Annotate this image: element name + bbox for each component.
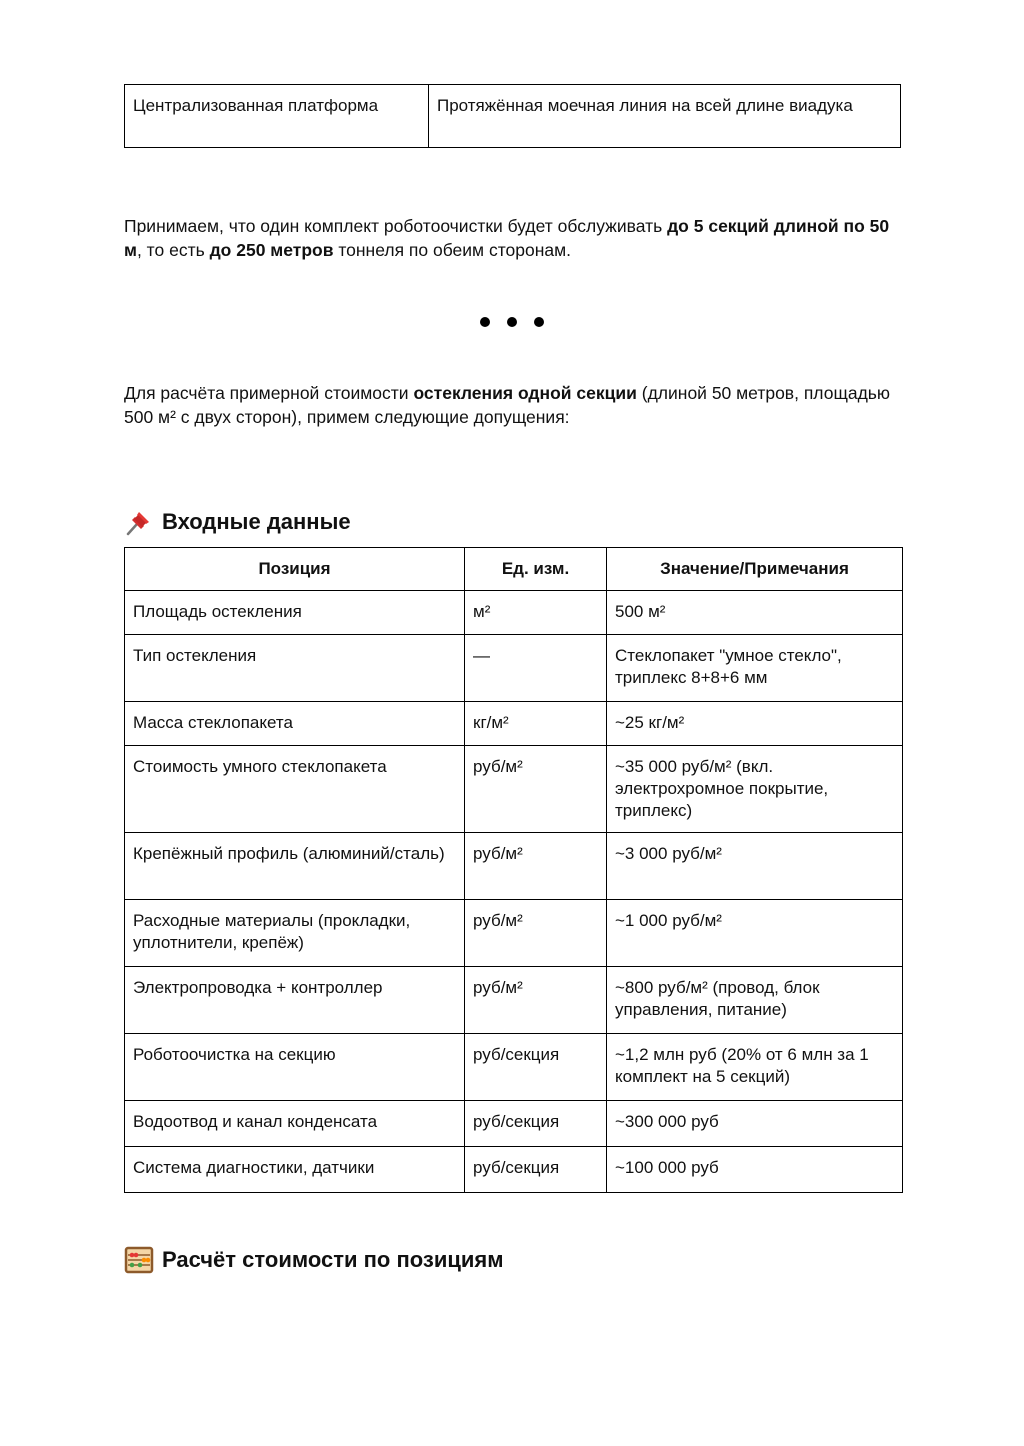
table-cell: Водоотвод и канал конденсата <box>125 1101 465 1147</box>
table-row <box>125 746 903 833</box>
table-cell: ~800 руб/м² (провод, блок управления, питание) <box>607 967 903 1034</box>
table-cell: Протяжённая моечная линия на всей длине виадука <box>429 85 901 148</box>
table-cell: Роботоочистка на секцию <box>125 1034 465 1101</box>
table-header: Ед. изм. <box>465 548 607 591</box>
table-cell: кг/м² <box>465 702 607 746</box>
paragraph-assumptions: Для расчёта примерной стоимости остекления одной секции (длиной 50 метров, площадью 500 м² с двух сторон), примем следующие допущения: <box>124 383 891 427</box>
table-header: Значение/Примечания <box>607 548 903 591</box>
table-cell: м² <box>465 591 607 635</box>
table-cell: руб/секция <box>465 1101 607 1147</box>
table-header: Позиция <box>125 548 465 591</box>
table-cell: Тип остекления <box>125 635 465 702</box>
section-title: Расчёт стоимости по позициям <box>162 1247 504 1272</box>
table-cell: Масса стеклопакета <box>125 702 465 746</box>
table-header-row <box>125 548 903 591</box>
pushpin-icon <box>124 508 154 536</box>
table-cell: Система диагностики, датчики <box>125 1147 465 1193</box>
section-heading-input-data <box>124 508 351 536</box>
table-cell: руб/м² <box>465 967 607 1034</box>
table-row <box>125 1034 903 1101</box>
table-row <box>125 900 903 967</box>
section-heading-cost-calculation <box>124 1246 504 1274</box>
table-cell: ~100 000 руб <box>607 1147 903 1193</box>
section-divider <box>480 314 544 330</box>
table-cell: руб/секция <box>465 1034 607 1101</box>
table-row <box>125 635 903 702</box>
table-row <box>125 833 903 900</box>
table-row <box>125 85 901 148</box>
table-row <box>125 1147 903 1193</box>
table-cell: Централизованная платформа <box>125 85 429 148</box>
table-cell: ~35 000 руб/м² (вкл. электрохромное покрытие, триплекс) <box>607 746 903 833</box>
table-cell: ~1,2 млн руб (20% от 6 млн за 1 комплект на 5 секций) <box>607 1034 903 1101</box>
table-cell: ~1 000 руб/м² <box>607 900 903 967</box>
table-cell: — <box>465 635 607 702</box>
table-cell: 500 м² <box>607 591 903 635</box>
table-cell: Электропроводка + контроллер <box>125 967 465 1034</box>
table-cell: руб/м² <box>465 833 607 900</box>
table-cell: Крепёжный профиль (алюминий/сталь) <box>125 833 465 900</box>
table-cell: ~300 000 руб <box>607 1101 903 1147</box>
table-row <box>125 1101 903 1147</box>
paragraph-maintenance: Принимаем, что один комплект роботоочистки будет обслуживать до 5 секций длиной по 50 м, то есть до 250 метров тоннеля по обеим сторонам. <box>124 216 890 260</box>
table-cell: Площадь остекления <box>125 591 465 635</box>
table-row <box>125 967 903 1034</box>
table-row <box>125 702 903 746</box>
abacus-icon <box>124 1246 154 1274</box>
top-table <box>124 84 901 148</box>
table-cell: руб/м² <box>465 900 607 967</box>
table-cell: руб/секция <box>465 1147 607 1193</box>
input-data-table <box>124 547 903 1193</box>
section-title: Входные данные <box>162 509 351 534</box>
table-cell: руб/м² <box>465 746 607 833</box>
table-cell: ~3 000 руб/м² <box>607 833 903 900</box>
table-cell: Расходные материалы (прокладки, уплотнители, крепёж) <box>125 900 465 967</box>
table-cell: Стеклопакет "умное стекло", триплекс 8+8+6 мм <box>607 635 903 702</box>
table-cell: Стоимость умного стеклопакета <box>125 746 465 833</box>
table-cell: ~25 кг/м² <box>607 702 903 746</box>
table-row <box>125 591 903 635</box>
